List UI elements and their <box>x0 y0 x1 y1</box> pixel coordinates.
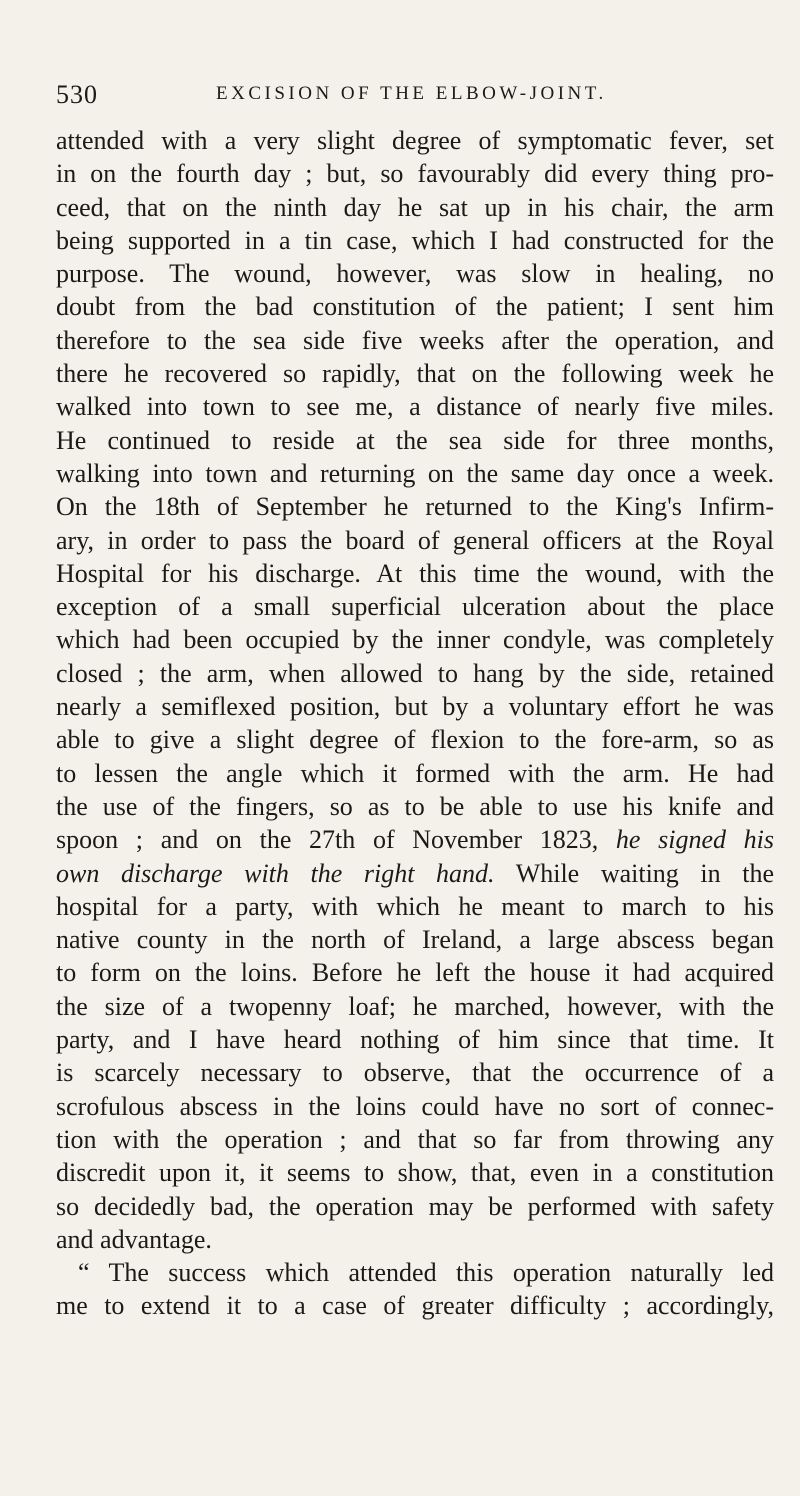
text-line: ary, in order to pass the board of general officers at the Royal <box>56 525 774 555</box>
text-line: to lessen the angle which it formed with the arm. He had <box>56 758 774 788</box>
text-segment: spoon ; and on the 27th of November 1823, <box>56 825 599 855</box>
text-line: being supported in a tin case, which I had constructed for the <box>56 225 774 255</box>
text-line: walked into town to see me, a distance of nearly five miles. <box>56 392 774 422</box>
text-line: On the 18th of September he returned to the King's Infirm- <box>56 492 774 522</box>
text-line: exception of a small superficial ulceration about the place <box>56 592 774 622</box>
text-line: ceed, that on the ninth day he sat up in his chair, the arm <box>56 192 774 222</box>
text-line: closed ; the arm, when allowed to hang by the side, retained <box>56 658 774 688</box>
text-line: in on the fourth day ; but, so favourably did every thing pro- <box>56 159 774 189</box>
text-line: the use of the fingers, so as to be able to use his knife and <box>56 791 774 821</box>
text-line: me to extend it to a case of greater difficulty ; accordingly, <box>56 1291 774 1321</box>
running-head <box>56 80 756 120</box>
text-line: therefore to the sea side five weeks after the operation, and <box>56 325 774 355</box>
running-title: EXCISION OF THE ELBOW-JOINT. <box>216 83 607 104</box>
text-line: is scarcely necessary to observe, that the occurrence of a <box>56 1058 774 1088</box>
text-line: which had been occupied by the inner condyle, was completely <box>56 625 774 655</box>
text-line: “ The success which attended this operation naturally led <box>78 1258 774 1288</box>
text-line: purpose. The wound, however, was slow in healing, no <box>56 259 774 289</box>
text-line: to form on the loins. Before he left the house it had acquired <box>56 958 774 988</box>
text-line: He continued to reside at the sea side for three months, <box>56 425 774 455</box>
text-line: tion with the operation ; and that so far from throwing any <box>56 1124 774 1154</box>
text-line: party, and I have heard nothing of him since that time. It <box>56 1025 774 1055</box>
text-line: the size of a twopenny loaf; he marched, however, with the <box>56 991 774 1021</box>
text-line-mixed <box>56 823 774 856</box>
text-line: scrofulous abscess in the loins could have no sort of connec- <box>56 1091 774 1121</box>
text-line: able to give a slight degree of flexion to the fore-arm, so as <box>56 725 774 755</box>
body-text <box>56 124 774 1323</box>
text-line: and advantage. <box>56 1224 212 1254</box>
text-line: discredit upon it, it seems to show, that, even in a constitution <box>56 1158 774 1188</box>
text-line: Hospital for his discharge. At this time the wound, with the <box>56 558 774 588</box>
text-line: attended with a very slight degree of symptomatic fever, set <box>56 126 774 155</box>
text-line: so decidedly bad, the operation may be performed with safety <box>56 1191 774 1221</box>
text-segment: While waiting in the <box>515 858 774 888</box>
italic-phrase: own discharge with the right hand. <box>56 858 495 888</box>
text-line: hospital for a party, with which he meant to march to his <box>56 891 774 921</box>
page-number: 530 <box>56 80 98 109</box>
text-line-mixed <box>56 857 774 890</box>
text-line: native county in the north of Ireland, a large abscess began <box>56 925 774 955</box>
text-line: nearly a semiflexed position, but by a voluntary effort he was <box>56 692 774 722</box>
italic-phrase: he signed his <box>615 825 775 855</box>
text-line: there he recovered so rapidly, that on the following week he <box>56 359 774 389</box>
text-line: walking into town and returning on the same day once a week. <box>56 458 774 488</box>
text-line: doubt from the bad constitution of the patient; I sent him <box>56 292 774 322</box>
